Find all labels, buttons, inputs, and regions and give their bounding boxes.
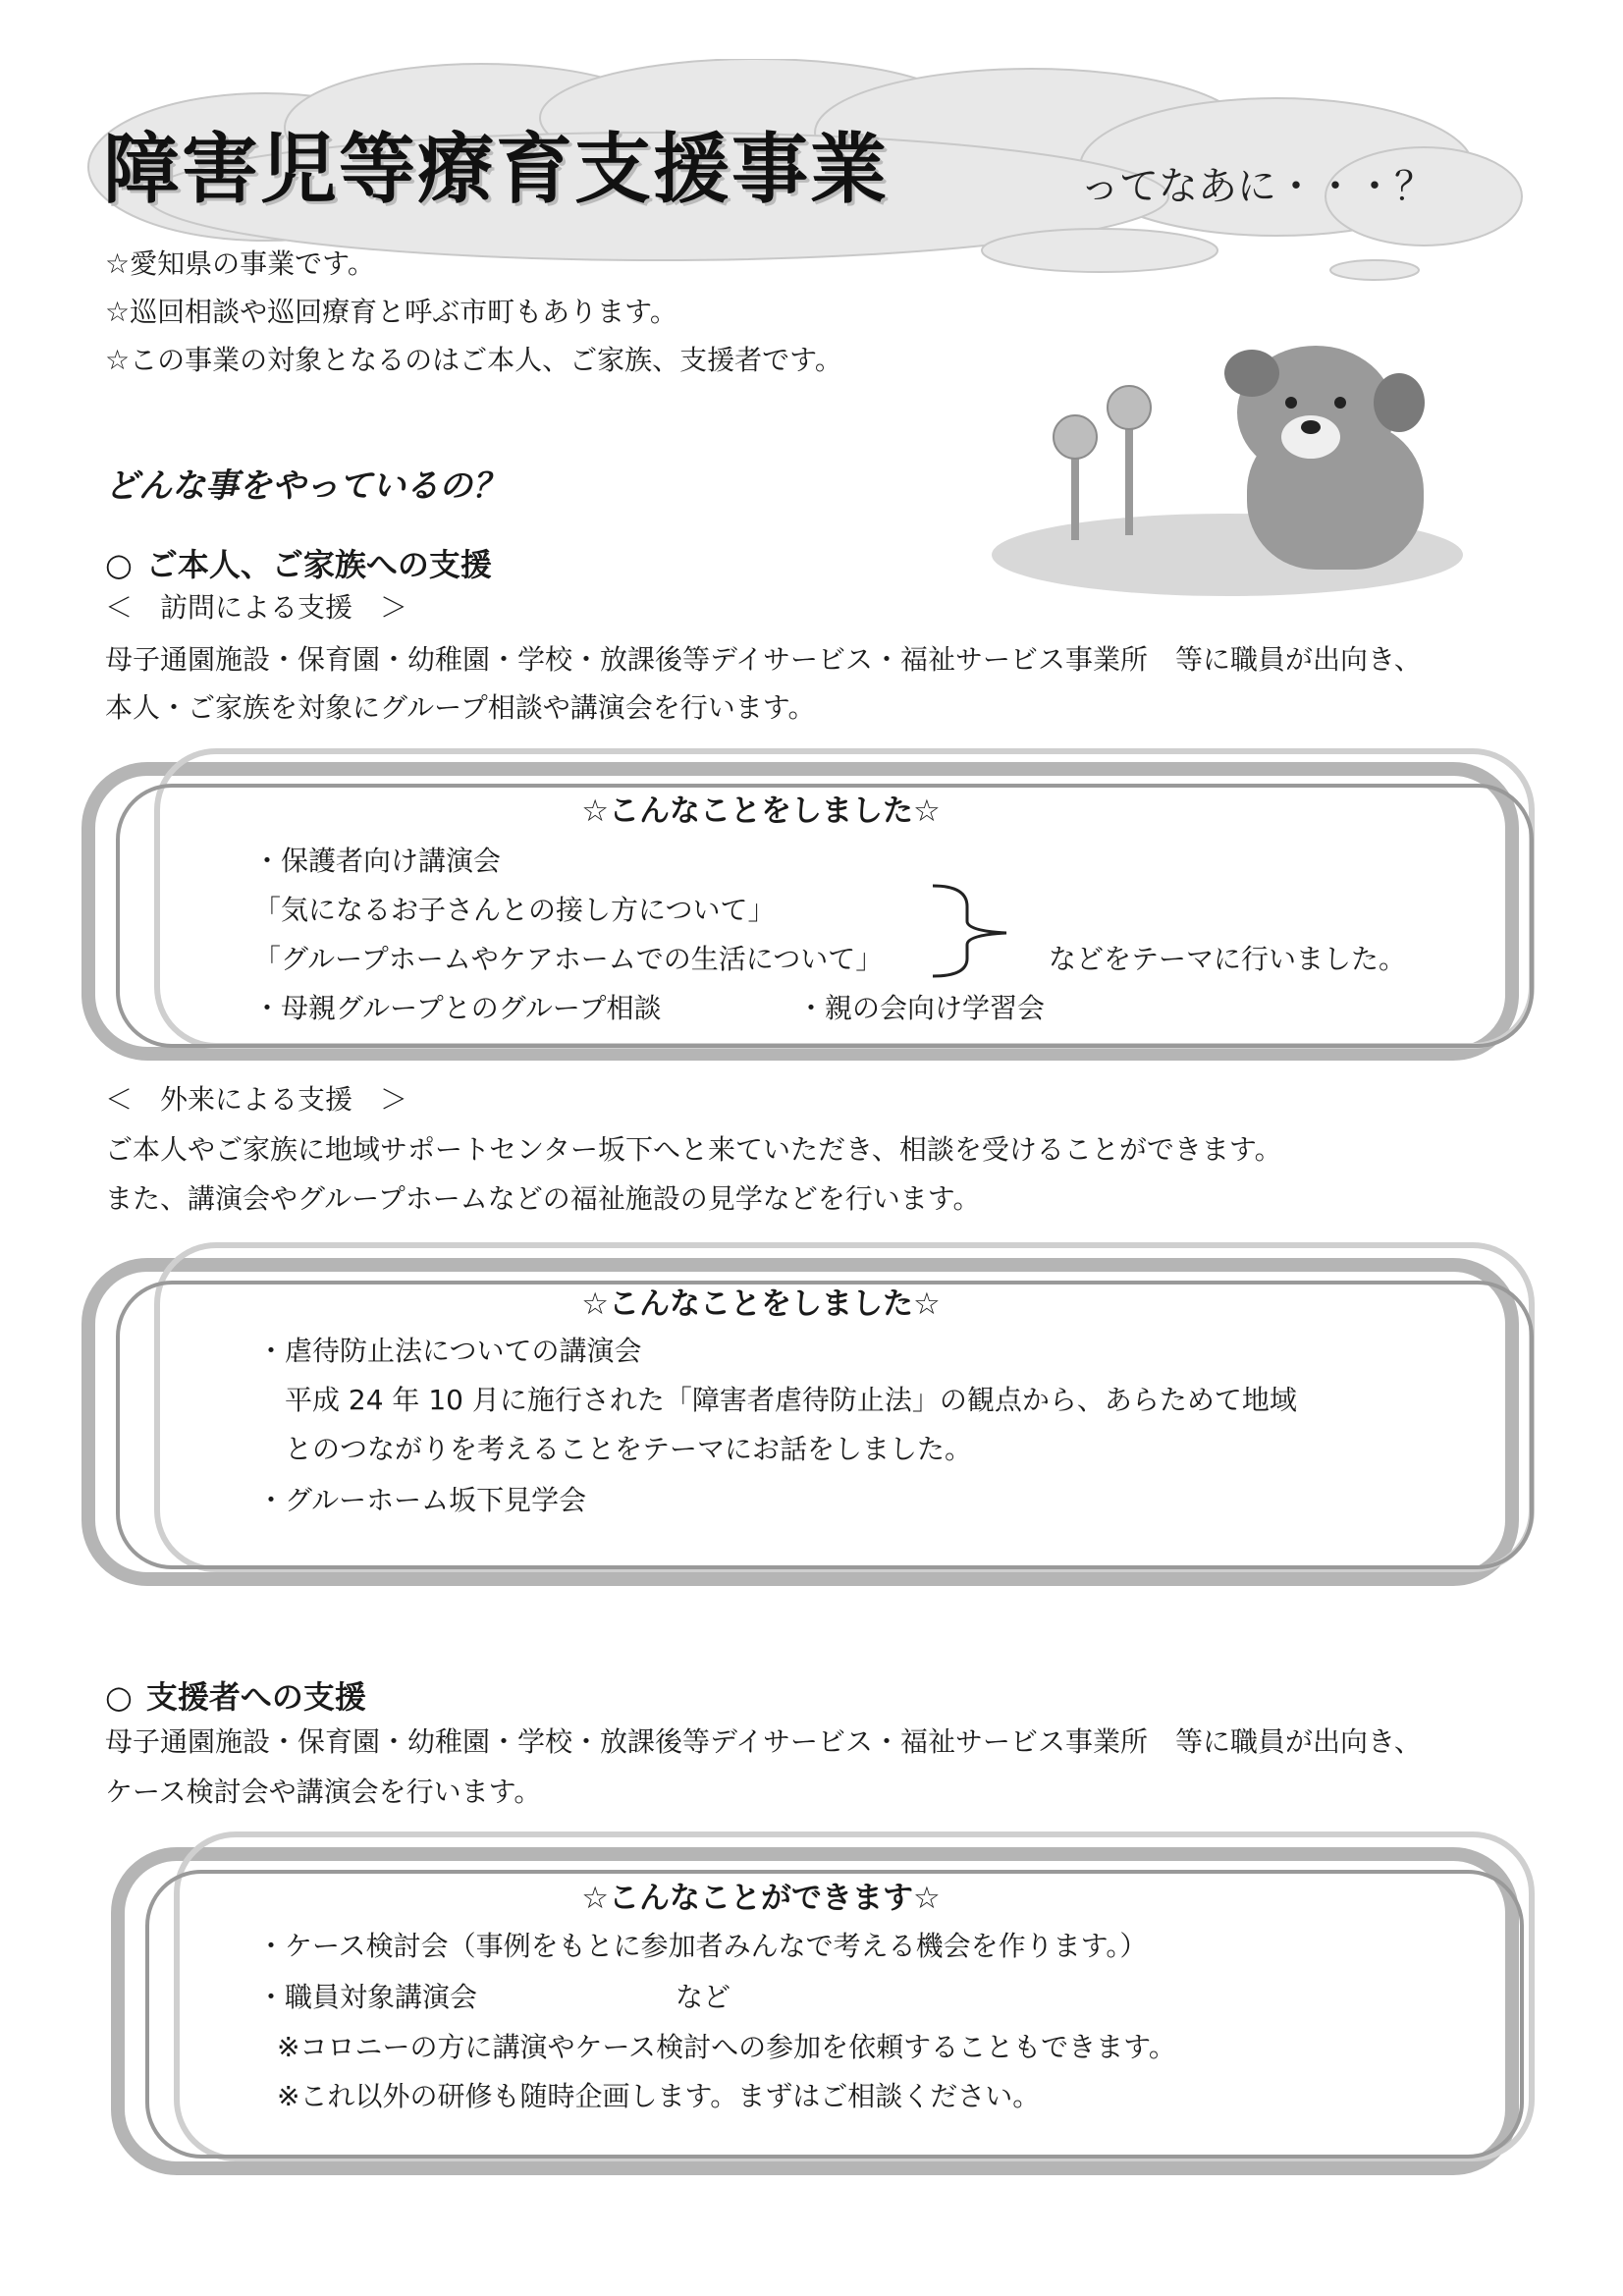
intro-line-1: ☆愛知県の事業です。	[105, 247, 375, 280]
box1-title: ☆こんなことをしました☆	[581, 793, 941, 829]
intro-line-2: ☆巡回相談や巡回療育と呼ぶ市町もあります。	[105, 296, 677, 328]
box3-item2: ・職員対象講演会	[257, 1981, 478, 2013]
box1-item3: ・親の会向け学習会	[797, 992, 1046, 1024]
outpatient-desc-2: また、講演会やグループホームなどの福祉施設の見学などを行います。	[105, 1182, 981, 1215]
section2-desc-2: ケース検討会や講演会を行います。	[105, 1776, 542, 1808]
box3-note2: ※これ以外の研修も随時企画します。まずはご相談ください。	[277, 2080, 1041, 2112]
box2-item1-desc-1: 平成 24 年 10 月に施行された「障害者虐待防止法」の観点から、あらためて地域	[285, 1384, 1297, 1416]
box1-item1: ・保護者向け講演会	[253, 845, 502, 877]
box2-item1: ・虐待防止法についての講演会	[257, 1335, 642, 1367]
box3-item2-suffix: など	[676, 1981, 731, 2013]
page-title-suffix: ってなあに・・・？	[1080, 164, 1434, 209]
box2-item1-desc-2: とのつながりを考えることをテーマにお話をしました。	[285, 1433, 973, 1465]
circle-marker: ○	[105, 1678, 133, 1716]
section1-heading-text: ご本人、ご家族への支援	[145, 546, 492, 583]
brace-icon	[928, 882, 1016, 980]
visit-desc-2: 本人・ご家族を対象にグループ相談や講演会を行います。	[105, 691, 816, 724]
visit-label: ＜ 訪問による支援 ＞	[105, 591, 408, 624]
section1-heading	[105, 540, 492, 585]
box2-title: ☆こんなことをしました☆	[581, 1286, 941, 1322]
section2-heading	[105, 1672, 366, 1718]
intro-line-3: ☆この事業の対象となるのはご本人、ご家族、支援者です。	[105, 344, 842, 376]
box3-note1: ※コロニーの方に講演やケース検討への参加を依頼することもできます。	[277, 2031, 1176, 2063]
box3-title: ☆こんなことができます☆	[581, 1881, 941, 1916]
section2-heading-text: 支援者への支援	[145, 1678, 366, 1716]
box2-item2: ・グルーホーム坂下見学会	[257, 1484, 587, 1516]
outpatient-label: ＜ 外来による支援 ＞	[105, 1083, 408, 1116]
what-heading: どんな事をやっているの？	[105, 466, 506, 506]
bear-illustration	[982, 344, 1492, 599]
box1-theme1: 「気になるお子さんとの接し方について」	[253, 894, 776, 926]
outpatient-desc-1: ご本人やご家族に地域サポートセンター坂下へと来ていただき、相談を受けることができます。	[105, 1133, 1282, 1166]
box3-item1: ・ケース検討会（事例をもとに参加者みんなで考える機会を作ります。）	[257, 1930, 1148, 1962]
box1-theme2: 「グループホームやケアホームでの生活について」	[253, 943, 884, 975]
circle-marker: ○	[105, 546, 133, 583]
box1-item2: ・母親グループとのグループ相談	[253, 992, 662, 1024]
section2-desc-1: 母子通園施設・保育園・幼稚園・学校・放課後等デイサービス・福祉サービス事業所 等に職員が出向き、	[105, 1725, 1422, 1758]
box1-theme-note: などをテーマに行いました。	[1049, 943, 1407, 975]
page-title: 障害児等療育支援事業	[103, 126, 890, 214]
visit-desc-1: 母子通園施設・保育園・幼稚園・学校・放課後等デイサービス・福祉サービス事業所 等に職員が出向き、	[105, 643, 1422, 676]
